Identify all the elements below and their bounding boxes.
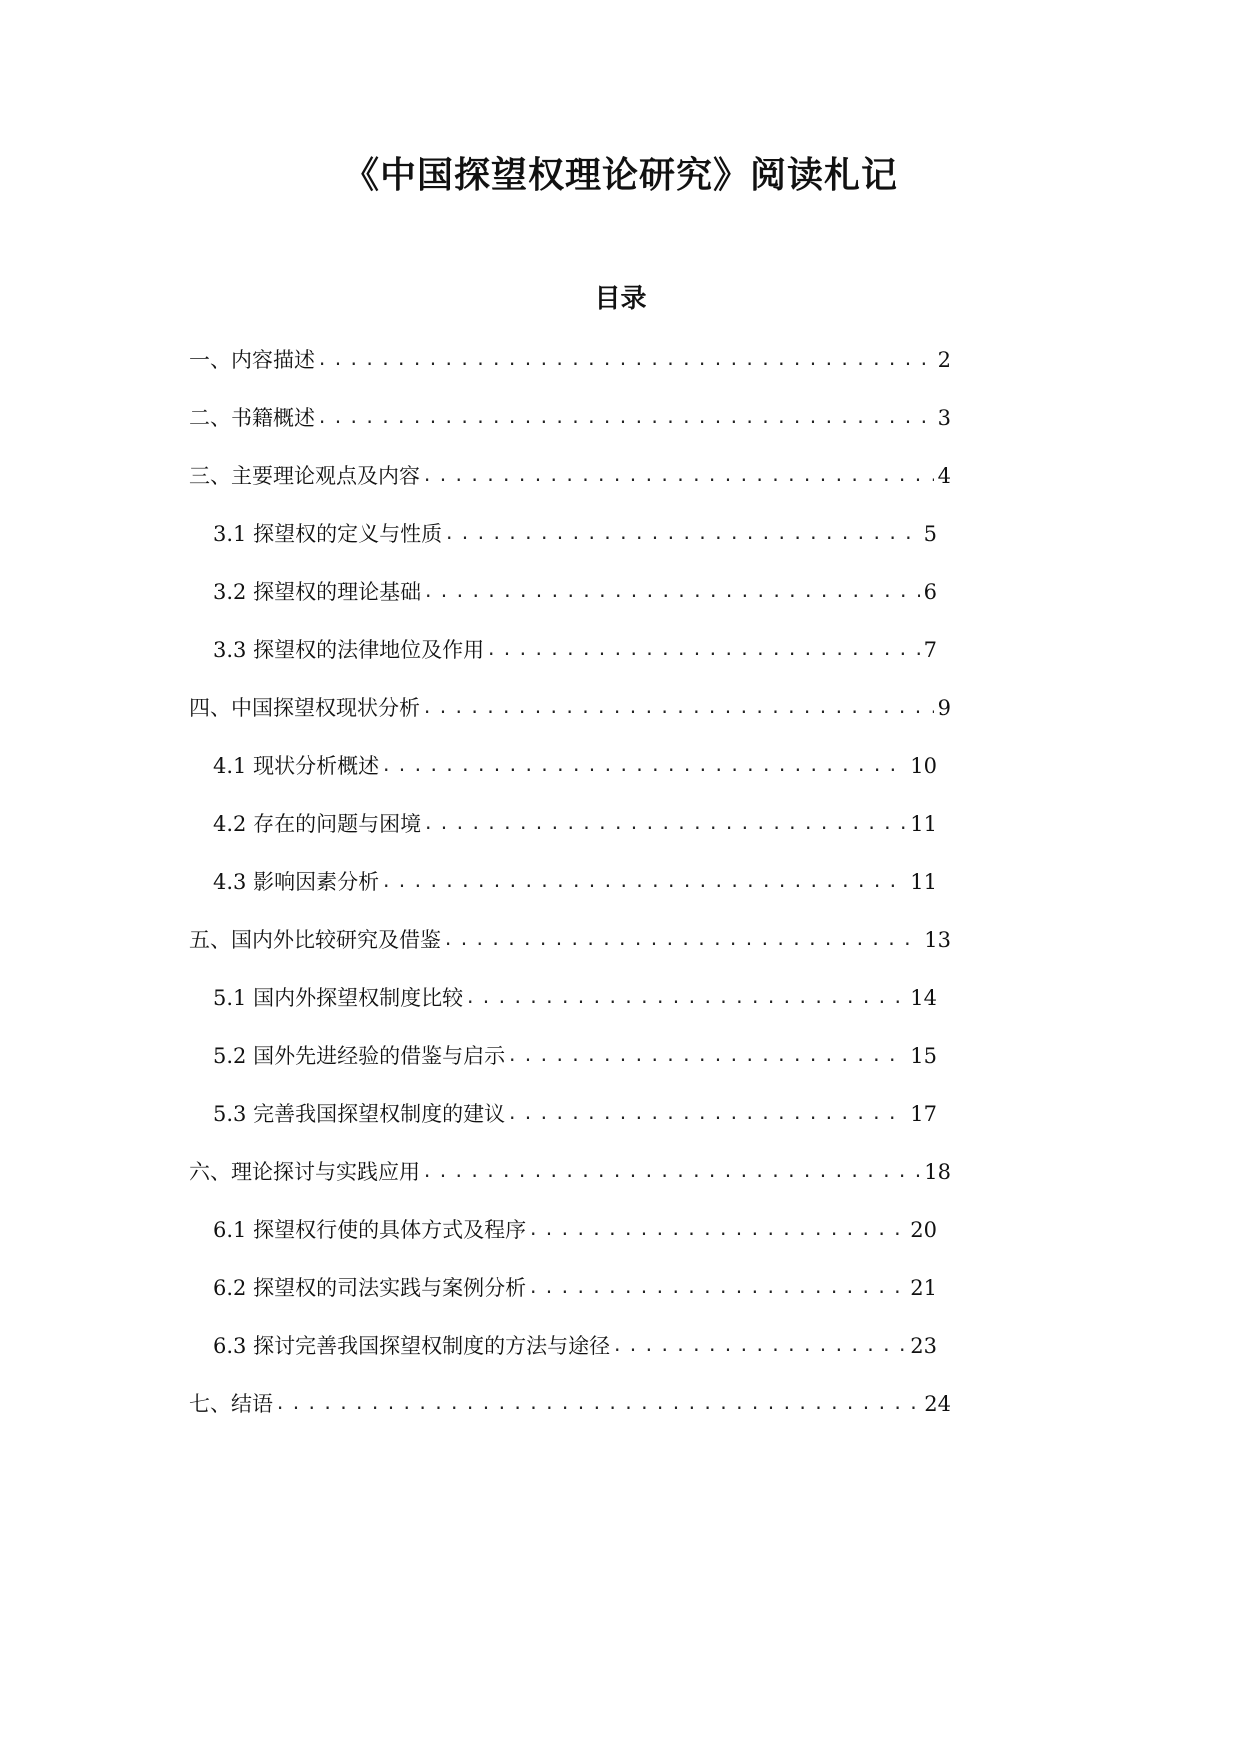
document-title: 《中国探望权理论研究》阅读札记 <box>342 154 898 196</box>
toc-entry[interactable] <box>189 925 951 955</box>
toc-leader-dots <box>423 577 920 607</box>
toc-leader-dots <box>422 693 934 723</box>
toc-entry-page-number: 24 <box>924 1392 951 1416</box>
toc-entry-page-number: 23 <box>910 1334 937 1358</box>
toc-entry[interactable] <box>189 345 951 375</box>
toc-entry[interactable] <box>189 403 951 433</box>
toc-entry-label: 4.3 影响因素分析 <box>213 870 380 894</box>
toc-entry-page-number: 7 <box>923 638 937 662</box>
toc-leader-dots <box>317 345 934 375</box>
toc-entry[interactable] <box>213 867 937 897</box>
toc-entry[interactable] <box>189 693 951 723</box>
toc-entry-label: 四、中国探望权现状分析 <box>189 696 420 720</box>
toc-entry[interactable] <box>213 1331 937 1361</box>
toc-leader-dots <box>465 983 906 1013</box>
toc-entry-page-number: 11 <box>910 812 937 836</box>
toc-entry[interactable] <box>213 1041 937 1071</box>
toc-entry-label: 4.2 存在的问题与困境 <box>213 812 422 836</box>
toc-leader-dots <box>422 461 934 491</box>
toc-entry-page-number: 15 <box>910 1044 937 1068</box>
toc-leader-dots <box>443 925 920 955</box>
toc-entry-page-number: 4 <box>937 464 951 488</box>
toc-leader-dots <box>381 751 906 781</box>
toc-entry-page-number: 9 <box>937 696 951 720</box>
toc-entry-label: 5.2 国外先进经验的借鉴与启示 <box>213 1044 506 1068</box>
toc-entry-page-number: 21 <box>910 1276 937 1300</box>
toc-entry[interactable] <box>213 635 937 665</box>
toc-entry-label: 3.3 探望权的法律地位及作用 <box>213 638 485 662</box>
toc-leader-dots <box>444 519 920 549</box>
toc-entry-label: 七、结语 <box>189 1392 273 1416</box>
toc-entry-label: 6.3 探讨完善我国探望权制度的方法与途径 <box>213 1334 611 1358</box>
toc-entry[interactable] <box>213 809 937 839</box>
toc-entry[interactable] <box>213 751 937 781</box>
toc-entry-page-number: 6 <box>923 580 937 604</box>
toc-entry-label: 3.1 探望权的定义与性质 <box>213 522 443 546</box>
toc-entry-label: 6.2 探望权的司法实践与案例分析 <box>213 1276 527 1300</box>
toc-leader-dots <box>486 635 920 665</box>
toc-entry[interactable] <box>213 577 937 607</box>
toc-entry[interactable] <box>213 1215 937 1245</box>
toc-entry[interactable] <box>189 1389 951 1419</box>
toc-entry-page-number: 18 <box>924 1160 951 1184</box>
toc-entry-page-number: 5 <box>923 522 937 546</box>
toc-leader-dots <box>507 1099 906 1129</box>
toc-entry[interactable] <box>213 1273 937 1303</box>
toc-entry-page-number: 11 <box>910 870 937 894</box>
toc-leader-dots <box>612 1331 906 1361</box>
toc-entry[interactable] <box>189 461 951 491</box>
toc-entry[interactable] <box>213 983 937 1013</box>
toc-entry-page-number: 10 <box>910 754 937 778</box>
toc-leader-dots <box>507 1041 906 1071</box>
toc-entry-label: 三、主要理论观点及内容 <box>189 464 420 488</box>
toc-leader-dots <box>528 1215 906 1245</box>
toc-entry[interactable] <box>189 1157 951 1187</box>
toc-entry-label: 二、书籍概述 <box>189 406 315 430</box>
toc-entry-label: 5.1 国内外探望权制度比较 <box>213 986 464 1010</box>
toc-entry-page-number: 2 <box>937 348 951 372</box>
toc-leader-dots <box>275 1389 920 1419</box>
toc-entry-label: 六、理论探讨与实践应用 <box>189 1160 420 1184</box>
toc-leader-dots <box>381 867 906 897</box>
toc-leader-dots <box>528 1273 906 1303</box>
toc-leader-dots <box>423 809 906 839</box>
toc-entry-page-number: 17 <box>910 1102 937 1126</box>
toc-leader-dots <box>317 403 934 433</box>
toc-entry-page-number: 20 <box>910 1218 937 1242</box>
toc-leader-dots <box>422 1157 920 1187</box>
toc-entry-label: 一、内容描述 <box>189 348 315 372</box>
toc-entry-label: 6.1 探望权行使的具体方式及程序 <box>213 1218 527 1242</box>
toc-entry-page-number: 13 <box>924 928 951 952</box>
toc-entry-label: 4.1 现状分析概述 <box>213 754 380 778</box>
toc-entry-label: 3.2 探望权的理论基础 <box>213 580 422 604</box>
toc-heading: 目录 <box>594 284 647 314</box>
toc-entry-page-number: 3 <box>937 406 951 430</box>
toc-entry-page-number: 14 <box>910 986 937 1010</box>
toc-entry-label: 5.3 完善我国探望权制度的建议 <box>213 1102 506 1126</box>
toc-entry[interactable] <box>213 1099 937 1129</box>
toc-entry-label: 五、国内外比较研究及借鉴 <box>189 928 441 952</box>
toc-entry[interactable] <box>213 519 937 549</box>
